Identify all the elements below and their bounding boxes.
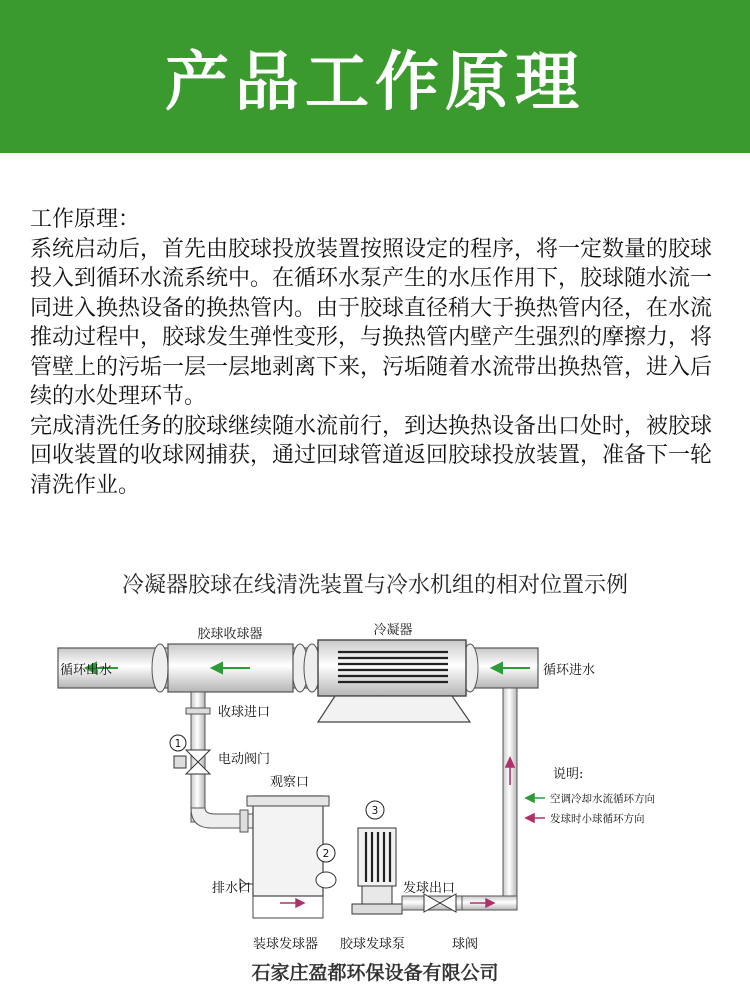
legend [526, 767, 655, 825]
label-valve: 电动阀门 [218, 752, 271, 767]
header-banner [0, 0, 750, 153]
label-drain: 排水口 [212, 881, 252, 896]
ball-pump [352, 828, 402, 914]
legend-red-label: 发球时小球循环方向 [550, 813, 645, 825]
label-inlet: 循环进水 [543, 663, 596, 678]
marker-2-label: 2 [322, 848, 330, 860]
legend-green-label: 空调冷却水流循环方向 [550, 793, 655, 805]
label-launcher: 装球发球器 [253, 937, 319, 952]
condenser-stand [318, 696, 470, 722]
description-heading: 工作原理： [30, 207, 141, 232]
label-launch-outlet: 发球出口 [403, 881, 456, 896]
observation-port [247, 796, 329, 806]
description-block [30, 205, 720, 500]
label-collect-inlet: 收球进口 [218, 705, 271, 720]
condenser-body [318, 640, 466, 696]
tank-base [253, 896, 323, 918]
system-diagram [0, 600, 750, 960]
diagram-title: 冷凝器胶球在线清洗装置与冷水机组的相对位置示例 [121, 573, 628, 598]
marker-3-label: 3 [371, 805, 379, 817]
label-observation: 观察口 [270, 775, 310, 790]
legend-green-arrow [526, 794, 545, 802]
label-outlet: 循环出水 [60, 663, 113, 678]
description-paragraph-1: 系统启动后，首先由胶球投放装置按照设定的程序，将一定数量的胶球投入到循环水流系统中。在循环水泵产生的水压作用下，胶球随水流一同进入换热设备的换热管内。由于胶球直径稍大于换热管内径，在水流推动过程中，胶球发生弹性变形，与换热管内壁产生强烈的摩擦力，将管壁上的污垢一层一层地剥离下来，污垢随着水流带出换热管，进入后续的水处理环节。 [30, 236, 713, 409]
launcher-tank [253, 796, 323, 896]
tank-inlet-flange [240, 810, 248, 832]
legend-title: 说明: [553, 767, 584, 782]
collect-inlet-flange [186, 708, 210, 714]
label-ball-valve: 球阀 [452, 937, 479, 952]
label-pump: 胶球发球泵 [340, 937, 406, 952]
launch-pipe-vertical [503, 688, 517, 910]
label-condenser: 冷凝器 [373, 623, 413, 638]
ball-flow-arrow-tank [280, 899, 304, 907]
legend-red-arrow [526, 814, 545, 822]
label-collector: 胶球收球器 [197, 627, 263, 642]
page-title: 产品工作原理 [165, 45, 585, 120]
description-paragraph-2: 完成清洗任务的胶球继续随水流前行，到达换热设备出口处时，被胶球回收装置的收球网捕获，通过回球管道返回胶球投放装置，准备下一轮清洗作业。 [30, 413, 713, 498]
marker-1-label: 1 [174, 738, 182, 750]
pipe-flange-left [152, 644, 168, 692]
company-footer: 石家庄盈都环保设备有限公司 [251, 962, 499, 984]
sight-glass [316, 872, 336, 888]
